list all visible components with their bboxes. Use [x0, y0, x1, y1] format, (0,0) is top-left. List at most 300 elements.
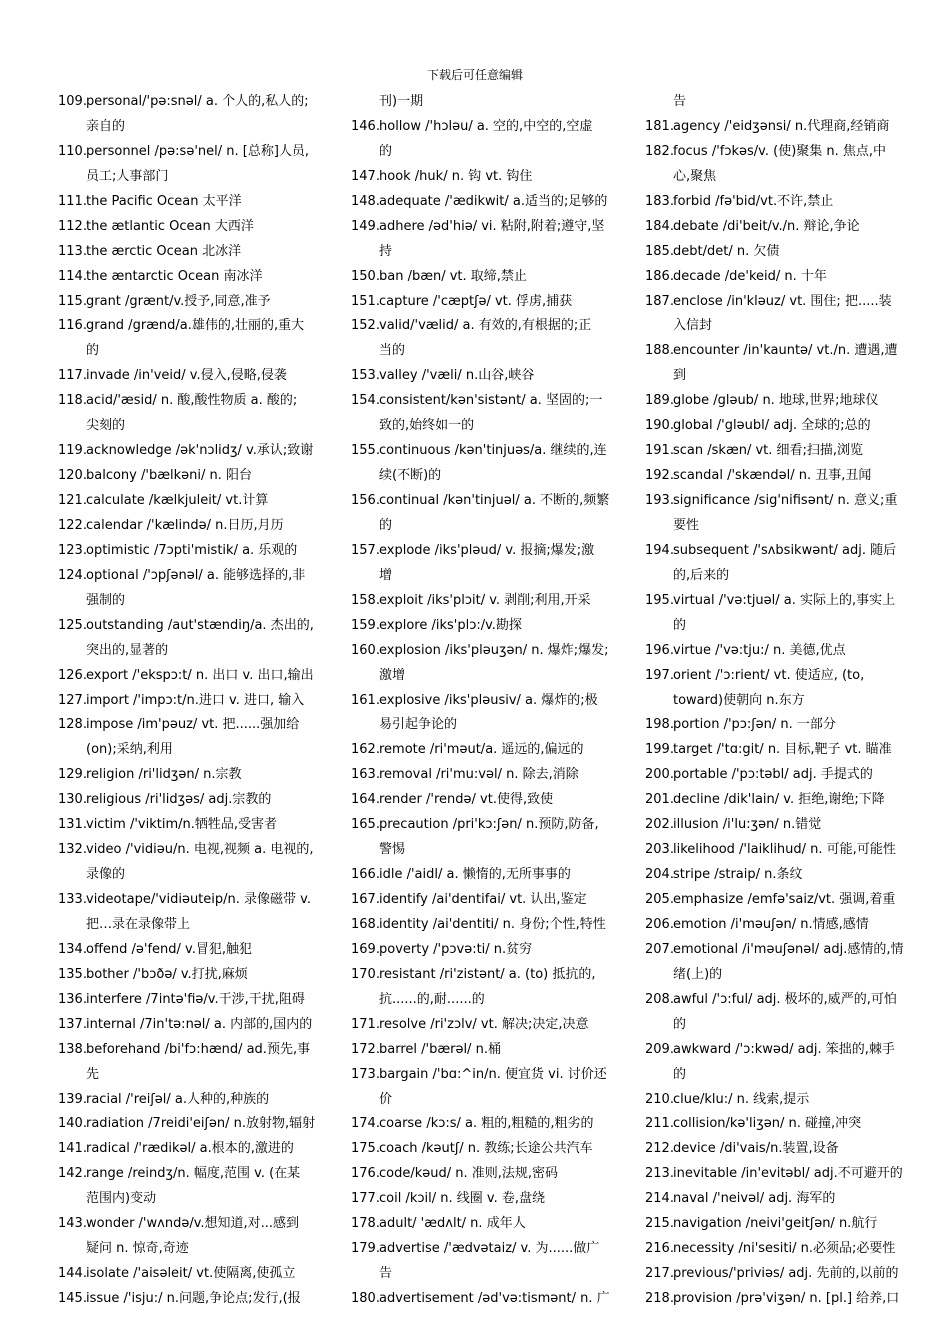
- vocab-entry: [645, 888, 907, 913]
- entry-continuation: 的: [673, 1016, 687, 1032]
- entry-number: 210.: [645, 1091, 674, 1107]
- vocab-entry: [58, 140, 320, 165]
- vocab-entry: [58, 988, 320, 1013]
- entry-text: decade /de'keid/ n. 十年: [673, 268, 827, 284]
- vocab-entry: [58, 1162, 320, 1187]
- vocab-entry: [58, 1112, 320, 1137]
- entry-number: 118.: [58, 393, 87, 409]
- entry-number: 168.: [351, 916, 380, 932]
- entry-text: videotape/'vidiəuteip/n. 录像磁带 v.: [86, 892, 311, 907]
- vocab-entry: [351, 115, 613, 140]
- entry-number: 114.: [58, 268, 87, 284]
- vocab-entry: [58, 1212, 320, 1237]
- entry-continuation: 持: [379, 243, 393, 259]
- entry-number: 161.: [351, 692, 380, 708]
- entry-text: illusion /i'lu:ʒən/ n.错觉: [673, 817, 822, 833]
- entry-number: 134.: [58, 941, 87, 957]
- entry-text: focus /'fɔkəs/v. (使)聚集 n. 焦点,中: [673, 143, 887, 159]
- entry-continuation: 价: [379, 1091, 393, 1107]
- entry-number: 133.: [58, 892, 87, 907]
- entry-text: debate /di'beit/v./n. 辩论,争论: [673, 218, 860, 234]
- entry-number: 203.: [645, 842, 674, 858]
- entry-text: beforehand /bi'fɔ:hænd/ ad.预先,事: [86, 1041, 311, 1057]
- vocab-entry: [645, 414, 907, 439]
- entry-text: coil /kɔil/ n. 线圈 v. 卷,盘绕: [379, 1191, 545, 1207]
- entry-number: 109.: [58, 94, 87, 109]
- vocab-entry: [645, 1212, 907, 1237]
- entry-text: export /'ekspɔ:t/ n. 出口 v. 出口,输出: [86, 667, 314, 683]
- vocab-entry: [645, 1187, 907, 1212]
- entry-continuation: 心,聚焦: [673, 168, 717, 184]
- vocab-entry: [645, 215, 907, 240]
- entry-text: identity /ai'dentiti/ n. 身份;个性,特性: [379, 916, 606, 932]
- entry-text: emotional /i'məuʃənəl/ adj.感情的,情: [673, 941, 904, 957]
- entry-number: 155.: [351, 443, 380, 459]
- entry-continuation: 疑问 n. 惊奇,奇迹: [86, 1241, 189, 1257]
- entry-text: acid/'æsid/ n. 酸,酸性物质 a. 酸的;: [86, 393, 298, 409]
- entry-continuation: 告: [379, 1266, 393, 1282]
- vocab-entry: [645, 1262, 907, 1287]
- entry-continuation: 录像的: [86, 867, 126, 883]
- entry-number: 218.: [645, 1291, 674, 1306]
- entry-number: 123.: [58, 542, 87, 558]
- vocab-entry: [58, 215, 320, 240]
- entry-text: bargain /'bɑ:^in/n. 便宜货 vi. 讨价还: [379, 1066, 607, 1082]
- vocab-entry: [58, 888, 320, 913]
- entry-number: 186.: [645, 268, 674, 284]
- entry-number: 172.: [351, 1041, 380, 1057]
- entry-continuation: 的: [673, 1066, 687, 1082]
- entry-number: 195.: [645, 592, 674, 608]
- vocab-entry: [351, 639, 613, 664]
- entry-number: 136.: [58, 991, 87, 1007]
- entry-number: 193.: [645, 493, 674, 508]
- vocab-entry: [645, 1112, 907, 1137]
- entry-continuation: 的: [379, 517, 393, 533]
- entry-continuation: toward)使朝向 n.东方: [673, 692, 805, 708]
- vocab-entry: [645, 1088, 907, 1113]
- entry-text: remote /ri'məut/a. 遥远的,偏远的: [379, 742, 584, 758]
- vocab-entry: [645, 1162, 907, 1187]
- entry-number: 217.: [645, 1266, 674, 1282]
- entry-number: 112.: [58, 218, 87, 234]
- entry-number: 110.: [58, 143, 87, 159]
- entry-number: 202.: [645, 817, 674, 833]
- vocab-entry: [645, 1287, 907, 1312]
- vocab-entry: [351, 364, 613, 389]
- vocab-entry: [351, 1237, 613, 1262]
- entry-continuation: 把…录在录像带上: [86, 916, 191, 932]
- entry-text: calendar /'kælində/ n.日历,月历: [86, 517, 284, 533]
- entry-number: 141.: [58, 1141, 87, 1157]
- vocab-entry: [351, 1112, 613, 1137]
- entry-number: 174.: [351, 1116, 380, 1132]
- entry-number: 127.: [58, 692, 87, 708]
- entry-number: 147.: [351, 168, 380, 184]
- vocab-entry: [645, 339, 907, 364]
- vocab-entry: [58, 664, 320, 689]
- entry-number: 151.: [351, 293, 380, 309]
- vocab-entry: [645, 913, 907, 938]
- vocab-entry: [645, 639, 907, 664]
- entry-number: 144.: [58, 1266, 87, 1282]
- entry-number: 130.: [58, 792, 87, 808]
- entry-text: collision/kə'liʒən/ n. 碰撞,冲突: [673, 1116, 862, 1132]
- entry-number: 198.: [645, 717, 674, 733]
- vocab-entry: [58, 763, 320, 788]
- entry-continuation: 抗......的,耐......的: [379, 991, 485, 1007]
- entry-text: identify /ai'dentifai/ vt. 认出,鉴定: [379, 892, 587, 907]
- entry-text: likelihood /'laiklihud/ n. 可能,可能性: [673, 842, 896, 858]
- entry-text: offend /ə'fend/ v.冒犯,触犯: [86, 941, 253, 957]
- vocab-entry: [645, 863, 907, 888]
- entry-text: subsequent /'sʌbsikwənt/ adj. 随后: [673, 542, 897, 558]
- entry-number: 120.: [58, 468, 87, 484]
- entry-number: 143.: [58, 1216, 87, 1232]
- entry-continuation: 当的: [379, 343, 406, 359]
- vocab-entry: [58, 364, 320, 389]
- vocab-entry: [58, 1262, 320, 1287]
- entry-number: 162.: [351, 742, 380, 758]
- entry-continuation: 的: [673, 617, 687, 633]
- entry-text: outstanding /aut'stændiŋ/a. 杰出的,: [86, 617, 314, 633]
- entry-text: valid/'vælid/ a. 有效的,有根据的;正: [379, 318, 592, 334]
- entry-number: 190.: [645, 418, 674, 434]
- entry-continuation: 的: [379, 143, 393, 159]
- vocab-entry: [58, 90, 320, 115]
- entry-continuation: 刊)一期: [379, 94, 424, 109]
- entry-number: 152.: [351, 318, 380, 334]
- vocab-entry: [351, 689, 613, 714]
- entry-number: 119.: [58, 443, 87, 459]
- entry-text: grant /grænt/v.授予,同意,准予: [86, 293, 271, 309]
- entry-continuation: 亲自的: [86, 118, 126, 134]
- entry-text: debt/det/ n. 欠债: [673, 243, 780, 259]
- entry-continuation: 尖刻的: [86, 418, 126, 434]
- page-header: 下载后可任意编辑: [426, 68, 523, 82]
- entry-number: 201.: [645, 792, 674, 808]
- vocab-entry: [351, 963, 613, 988]
- entry-text: stripe /straip/ n.条纹: [673, 867, 803, 883]
- vocab-entry: [351, 1162, 613, 1187]
- vocab-entry: [58, 564, 320, 589]
- entry-text: personal/'pə:snəl/ a. 个人的,私人的;: [86, 94, 309, 109]
- entry-number: 156.: [351, 493, 380, 508]
- entry-text: exploit /iks'plɔit/ v. 剥削;利用,开采: [379, 592, 591, 608]
- vocab-entry: [351, 165, 613, 190]
- vocab-entry: [351, 265, 613, 290]
- entry-continuation: (on);采纳,利用: [86, 742, 173, 758]
- entry-number: 214.: [645, 1191, 674, 1207]
- entry-number: 125.: [58, 617, 87, 633]
- vocab-entry: [58, 1013, 320, 1038]
- entry-text: import /'impɔ:t/n.进口 v. 进口, 输入: [86, 692, 305, 708]
- entry-text: significance /sig'nifisənt/ n. 意义;重: [673, 493, 898, 508]
- entry-text: globe /gləub/ n. 地球,世界;地球仪: [673, 393, 879, 409]
- entry-text: emotion /i'məuʃən/ n.情感,感情: [673, 916, 869, 932]
- entry-text: render /'rendə/ vt.使得,致使: [379, 792, 554, 808]
- entry-number: 126.: [58, 667, 87, 683]
- entry-continuation: 的: [86, 343, 100, 359]
- vocab-entry: [645, 464, 907, 489]
- entry-number: 179.: [351, 1241, 380, 1257]
- entry-number: 173.: [351, 1066, 380, 1082]
- entry-text: explore /iks'plɔ:/v.勘探: [379, 617, 522, 633]
- entry-continuation: 致的,始终如一的: [379, 418, 475, 434]
- entry-number: 148.: [351, 193, 380, 209]
- entry-text: video /'vidiəu/n. 电视,视频 a. 电视的,: [86, 842, 314, 858]
- entry-text: scan /skæn/ vt. 细看;扫描,浏览: [673, 443, 864, 459]
- entry-number: 206.: [645, 916, 674, 932]
- entry-text: naval /'neivəl/ adj. 海军的: [673, 1191, 836, 1207]
- entry-text: invade /in'veid/ v.侵入,侵略,侵袭: [86, 368, 287, 384]
- entry-text: barrel /'bærəl/ n.桶: [379, 1041, 501, 1057]
- entry-number: 170.: [351, 966, 380, 982]
- entry-number: 208.: [645, 991, 674, 1007]
- vocab-entry: [645, 539, 907, 564]
- entry-number: 139.: [58, 1091, 87, 1107]
- vocab-entry: [351, 738, 613, 763]
- entry-number: 163.: [351, 767, 380, 783]
- entry-text: precaution /pri'kɔ:ʃən/ n.预防,防备,: [379, 817, 599, 833]
- vocab-entry: [645, 589, 907, 614]
- vocab-entry: [58, 389, 320, 414]
- vocab-entry: [645, 788, 907, 813]
- vocab-entry: [645, 1137, 907, 1162]
- entry-number: 160.: [351, 642, 380, 658]
- entry-number: 215.: [645, 1216, 674, 1232]
- vocab-entry: [351, 489, 613, 514]
- entry-text: bother /'bɔðə/ v.打扰,麻烦: [86, 966, 248, 982]
- entry-text: hollow /'hɔləu/ a. 空的,中空的,空虚: [379, 118, 593, 134]
- entry-text: the æntarctic Ocean 南冰洋: [86, 268, 263, 284]
- entry-text: issue /'isju:/ n.问题,争论点;发行,(报: [86, 1291, 301, 1306]
- entry-number: 205.: [645, 892, 674, 907]
- vocab-entry: [351, 1038, 613, 1063]
- entry-text: scandal /'skændəl/ n. 丑事,丑闻: [673, 468, 872, 484]
- entry-text: explosion /iks'pləuʒən/ n. 爆炸;爆发;: [379, 642, 609, 658]
- entry-text: optimistic /7ɔpti'mistik/ a. 乐观的: [86, 542, 298, 558]
- vocab-entry: [645, 938, 907, 963]
- vocab-entry: [351, 1013, 613, 1038]
- entry-text: clue/klu:/ n. 线索,提示: [673, 1091, 810, 1107]
- entry-text: target /'tɑ:git/ n. 目标,靶子 vt. 瞄准: [673, 742, 892, 758]
- entry-number: 137.: [58, 1016, 87, 1032]
- entry-text: advertise /'ædvətaiz/ v. 为......做广: [379, 1241, 600, 1257]
- entry-number: 140.: [58, 1116, 87, 1132]
- entry-text: agency /'eidʒənsi/ n.代理商,经销商: [673, 118, 890, 134]
- entry-text: capture /'cæptʃə/ vt. 俘虏,捕获: [379, 293, 573, 309]
- entry-text: portion /'pɔ:ʃən/ n. 一部分: [673, 717, 836, 733]
- entry-text: device /di'vais/n.装置,设备: [673, 1141, 839, 1157]
- entry-number: 194.: [645, 542, 674, 558]
- entry-text: navigation /neivi'geitʃən/ n.航行: [673, 1216, 878, 1232]
- entry-text: acknowledge /ək'nɔlidʒ/ v.承认;致谢: [86, 443, 314, 459]
- entry-text: forbid /fə'bid/vt.不许,禁止: [673, 193, 834, 209]
- entry-text: idle /'aidl/ a. 懒惰的,无所事事的: [379, 867, 571, 883]
- vocab-entry: [58, 464, 320, 489]
- vocab-entry: [645, 664, 907, 689]
- entry-number: 146.: [351, 118, 380, 134]
- vocab-entry: [351, 863, 613, 888]
- entry-number: 153.: [351, 368, 380, 384]
- entry-continuation: 增: [379, 567, 393, 583]
- vocab-entry: [351, 1187, 613, 1212]
- vocab-entry: [351, 938, 613, 963]
- entry-text: adult/ 'ædʌlt/ n. 成年人: [379, 1216, 526, 1232]
- entry-text: religion /ri'lidʒən/ n.宗教: [86, 767, 242, 783]
- entry-number: 115.: [58, 293, 87, 309]
- entry-text: the ærctic Ocean 北冰洋: [86, 243, 242, 259]
- vocab-entry: [351, 314, 613, 339]
- entry-number: 169.: [351, 941, 380, 957]
- entry-text: adequate /'ædikwit/ a.适当的;足够的: [379, 193, 608, 209]
- vocab-entry: [58, 190, 320, 215]
- entry-text: orient /'ɔ:rient/ vt. 使适应, (to,: [673, 667, 865, 683]
- entry-text: radical /'rædikəl/ a.根本的,激进的: [86, 1141, 294, 1157]
- entry-text: racial /'reiʃəl/ a.人种的,种族的: [86, 1091, 270, 1107]
- vocab-entry: [645, 115, 907, 140]
- entry-number: 200.: [645, 767, 674, 783]
- entry-number: 171.: [351, 1016, 380, 1032]
- entry-number: 167.: [351, 892, 380, 907]
- entry-text: inevitable /in'evitəbl/ adj.不可避开的: [673, 1166, 903, 1182]
- entry-number: 192.: [645, 468, 674, 484]
- vocab-entry: [351, 913, 613, 938]
- entry-number: 138.: [58, 1041, 87, 1057]
- entry-text: calculate /kælkjuleit/ vt.计算: [86, 493, 269, 508]
- vocab-entry: [645, 190, 907, 215]
- entry-number: 116.: [58, 318, 87, 334]
- vocab-entry: [58, 489, 320, 514]
- entry-number: 154.: [351, 393, 380, 409]
- entry-number: 209.: [645, 1041, 674, 1057]
- entry-number: 131.: [58, 817, 87, 833]
- entry-number: 159.: [351, 617, 380, 633]
- entry-number: 113.: [58, 243, 87, 259]
- vocab-entry: [58, 439, 320, 464]
- entry-continuation: 到: [673, 368, 687, 384]
- entry-number: 129.: [58, 767, 87, 783]
- vocab-entry: [645, 439, 907, 464]
- entry-continuation: 警惕: [379, 842, 406, 858]
- vocab-entry: [351, 190, 613, 215]
- vocab-entry: [58, 314, 320, 339]
- entry-text: consistent/kən'sistənt/ a. 坚固的;一: [379, 393, 603, 409]
- entry-text: ban /bæn/ vt. 取缔,禁止: [379, 268, 527, 284]
- vocab-entry: [351, 614, 613, 639]
- entry-text: continual /kən'tinjuəl/ a. 不断的,频繁: [379, 493, 610, 508]
- entry-number: 121.: [58, 493, 87, 508]
- vocab-entry: [351, 813, 613, 838]
- entry-number: 204.: [645, 867, 674, 883]
- entry-text: encounter /in'kauntə/ vt./n. 遭遇,遭: [673, 343, 898, 359]
- vocab-entry: [58, 290, 320, 315]
- entry-text: isolate /'aisəleit/ vt.使隔离,使孤立: [86, 1266, 296, 1282]
- vocab-entry: [58, 1287, 320, 1312]
- entry-text: balcony /'bælkəni/ n. 阳台: [86, 468, 252, 484]
- entry-text: explosive /iks'pləusiv/ a. 爆炸的;极: [379, 692, 598, 708]
- entry-text: previous/'priviəs/ adj. 先前的,以前的: [673, 1266, 899, 1282]
- entry-continuation: 的,后来的: [673, 567, 730, 583]
- entry-text: radiation /7reidi'eiʃən/ n.放射物,辐射: [86, 1116, 316, 1132]
- vocab-entry: [58, 813, 320, 838]
- entry-continuation: 强制的: [86, 592, 126, 608]
- entry-number: 188.: [645, 343, 674, 359]
- entry-continuation: 激增: [379, 667, 406, 683]
- entry-text: advertisement /əd'və:tismənt/ n. 广: [379, 1291, 610, 1306]
- entry-number: 164.: [351, 792, 380, 808]
- vocab-entry: [645, 140, 907, 165]
- entry-number: 185.: [645, 243, 674, 259]
- vocab-entry: [351, 788, 613, 813]
- entry-text: resolve /ri'zɔlv/ vt. 解决;决定,决意: [379, 1016, 589, 1032]
- entry-number: 145.: [58, 1291, 87, 1306]
- entry-number: 212.: [645, 1141, 674, 1157]
- entry-number: 135.: [58, 966, 87, 982]
- entry-number: 216.: [645, 1241, 674, 1257]
- entry-number: 187.: [645, 293, 674, 309]
- entry-text: provision /prə'viʒən/ n. [pl.] 给养,口: [673, 1291, 900, 1306]
- entry-continuation: 范围内)变动: [86, 1191, 157, 1207]
- vocab-entry: [645, 988, 907, 1013]
- entry-text: awkward /'ɔ:kwəd/ adj. 笨拙的,棘手: [673, 1041, 895, 1057]
- entry-text: grand /grænd/a.雄伟的,壮丽的,重大: [86, 318, 305, 334]
- column-3: [645, 90, 907, 1312]
- vocab-entry: [351, 389, 613, 414]
- entry-number: 211.: [645, 1116, 674, 1132]
- entry-number: 166.: [351, 867, 380, 883]
- vocab-entry: [645, 838, 907, 863]
- entry-text: decline /dik'lain/ v. 拒绝,谢绝;下降: [673, 792, 885, 808]
- vocab-entry: [645, 1237, 907, 1262]
- vocab-entry: [645, 389, 907, 414]
- vocab-entry: [58, 1137, 320, 1162]
- entry-number: 165.: [351, 817, 380, 833]
- entry-number: 181.: [645, 118, 674, 134]
- entry-continuation: 绪(上)的: [673, 966, 723, 982]
- entry-continuation: 突出的,显著的: [86, 642, 169, 658]
- entry-text: coarse /kɔ:s/ a. 粗的,粗糙的,粗劣的: [379, 1116, 594, 1132]
- entry-number: 175.: [351, 1141, 380, 1157]
- entry-text: virtual /'və:tjuəl/ a. 实际上的,事实上: [673, 592, 896, 608]
- vocab-entry: [645, 290, 907, 315]
- vocab-entry: [58, 963, 320, 988]
- entry-number: 158.: [351, 592, 380, 608]
- entry-text: the ætlantic Ocean 大西洋: [86, 218, 254, 234]
- entry-number: 142.: [58, 1166, 87, 1182]
- entry-text: virtue /'və:tju:/ n. 美德,优点: [673, 642, 846, 658]
- entry-number: 111.: [58, 193, 87, 209]
- vocab-entry: [351, 1137, 613, 1162]
- vocab-entry: [58, 240, 320, 265]
- column-1: [58, 90, 320, 1312]
- entry-number: 183.: [645, 193, 674, 209]
- entry-text: global /'gləubl/ adj. 全球的;总的: [673, 418, 871, 434]
- vocab-entry: [351, 589, 613, 614]
- entry-text: impose /im'pəuz/ vt. 把......强加给: [86, 717, 300, 733]
- entry-number: 197.: [645, 667, 674, 683]
- entry-text: interfere /7intə'fiə/v.干涉,干扰,阻碍: [86, 991, 305, 1007]
- vocab-entry: [351, 1212, 613, 1237]
- entry-number: 149.: [351, 218, 380, 234]
- entry-text: hook /huk/ n. 钩 vt. 钩住: [379, 168, 533, 184]
- entry-text: optional /'ɔpʃənəl/ a. 能够选择的,非: [86, 567, 306, 583]
- vocab-entry: [58, 713, 320, 738]
- vocab-entry: [351, 439, 613, 464]
- entry-number: 178.: [351, 1216, 380, 1232]
- entry-number: 132.: [58, 842, 87, 858]
